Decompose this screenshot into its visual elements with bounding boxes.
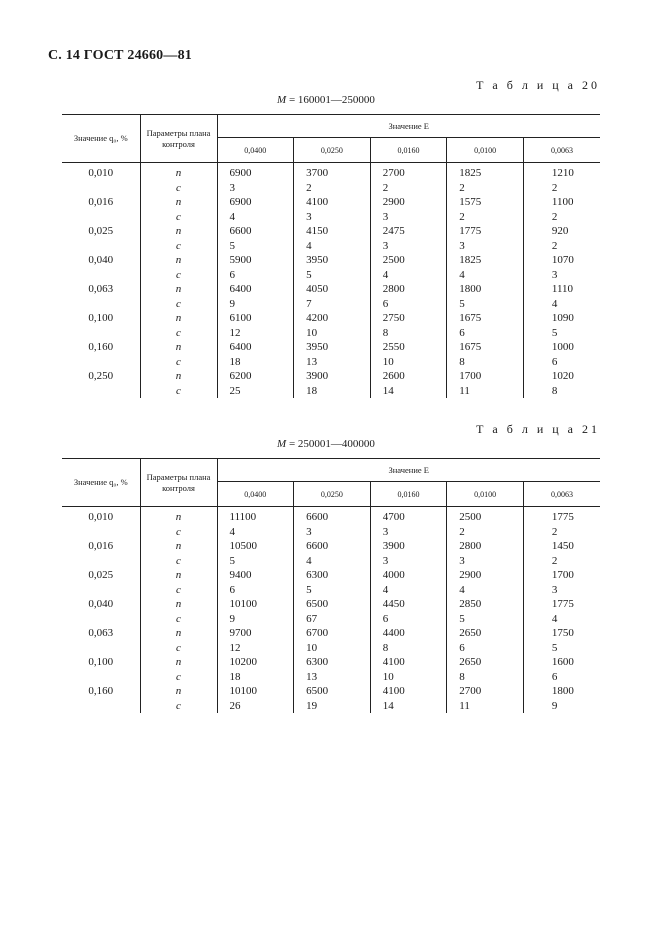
param-cell: n <box>140 539 217 554</box>
value-cell: 2850 <box>447 597 524 612</box>
value-cell: 1700 <box>447 369 524 384</box>
header-e-value: 0,0063 <box>523 138 600 163</box>
header-e-value: 0,0160 <box>370 482 447 507</box>
q0-cell: 0,100 <box>62 655 140 670</box>
q0-cell <box>62 525 140 540</box>
table-body <box>62 507 600 714</box>
header-e-value: 0,0160 <box>370 138 447 163</box>
value-cell: 2 <box>447 210 524 225</box>
value-cell: 5 <box>447 612 524 627</box>
table-caption: Т а б л и ц а 21 <box>476 422 600 436</box>
param-cell: c <box>140 384 217 399</box>
value-cell: 1700 <box>551 569 574 581</box>
value-cell: 4 <box>217 525 294 540</box>
q0-cell <box>62 699 140 714</box>
param-cell: c <box>140 612 217 627</box>
value-cell: 4100 <box>370 655 447 670</box>
value-cell: 3 <box>370 554 447 569</box>
q0-cell: 0,250 <box>62 369 140 384</box>
table-21-block <box>62 422 600 713</box>
param-cell: n <box>140 655 217 670</box>
table-caption: Т а б л и ц а 20 <box>476 78 600 92</box>
table-subtitle <box>62 438 600 454</box>
header-q0: Значение q₀, % <box>62 115 140 163</box>
param-cell: c <box>140 641 217 656</box>
table-row <box>62 684 600 699</box>
value-cell: 5 <box>551 641 558 654</box>
value-cell: 13 <box>294 355 371 370</box>
value-cell: 3 <box>447 239 524 254</box>
table-row <box>62 554 600 569</box>
value-cell: 1775 <box>551 511 574 523</box>
value-cell: 6 <box>217 583 294 598</box>
value-cell: 2800 <box>447 539 524 554</box>
header-e-value: 0,0250 <box>294 138 371 163</box>
subtitle-range: = 250001—400000 <box>286 438 375 450</box>
value-cell: 1750 <box>551 627 574 639</box>
page-header: С. 14 ГОСТ 24660—81 <box>48 48 192 63</box>
param-cell: c <box>140 181 217 196</box>
param-cell: n <box>140 369 217 384</box>
value-cell: 10 <box>370 355 447 370</box>
value-cell: 6 <box>551 670 558 683</box>
value-cell: 1575 <box>447 195 524 210</box>
value-cell: 1110 <box>551 283 574 295</box>
param-cell: c <box>140 554 217 569</box>
table-row <box>62 297 600 312</box>
value-cell: 10 <box>294 326 371 341</box>
q0-cell: 0,160 <box>62 684 140 699</box>
value-cell: 14 <box>370 699 447 714</box>
table-row <box>62 311 600 326</box>
value-cell: 5900 <box>217 253 294 268</box>
value-cell: 4 <box>447 268 524 283</box>
value-cell: 2 <box>551 554 558 567</box>
value-cell: 8 <box>370 641 447 656</box>
value-cell: 3 <box>217 181 294 196</box>
param-cell: n <box>140 684 217 699</box>
q0-cell <box>62 326 140 341</box>
table-row <box>62 253 600 268</box>
value-cell: 6900 <box>217 163 294 181</box>
q0-cell: 0,016 <box>62 539 140 554</box>
value-cell: 2600 <box>370 369 447 384</box>
table-row <box>62 507 600 525</box>
value-cell: 2 <box>447 181 524 196</box>
value-cell: 2700 <box>447 684 524 699</box>
value-cell: 2 <box>551 239 558 252</box>
value-cell: 4400 <box>370 626 447 641</box>
data-table <box>62 114 600 398</box>
param-cell: n <box>140 626 217 641</box>
value-cell: 1020 <box>551 370 574 382</box>
table-row <box>62 268 600 283</box>
value-cell: 3 <box>294 210 371 225</box>
value-cell: 2650 <box>447 655 524 670</box>
value-cell: 8 <box>551 384 558 397</box>
value-cell: 8 <box>447 670 524 685</box>
value-cell: 6600 <box>294 507 371 525</box>
value-cell: 920 <box>551 225 569 237</box>
header-e-value: 0,0100 <box>447 482 524 507</box>
q0-cell: 0,063 <box>62 282 140 297</box>
value-cell: 4100 <box>370 684 447 699</box>
value-cell: 2550 <box>370 340 447 355</box>
header-e-value: 0,0250 <box>294 482 371 507</box>
table-row <box>62 612 600 627</box>
value-cell: 10 <box>294 641 371 656</box>
value-cell: 4200 <box>294 311 371 326</box>
value-cell: 3950 <box>294 340 371 355</box>
q0-cell <box>62 583 140 598</box>
value-cell: 6300 <box>294 655 371 670</box>
value-cell: 3 <box>370 239 447 254</box>
value-cell: 5 <box>217 239 294 254</box>
table-row <box>62 239 600 254</box>
param-cell: n <box>140 311 217 326</box>
data-table <box>62 458 600 713</box>
table-row <box>62 568 600 583</box>
param-cell: c <box>140 326 217 341</box>
value-cell: 5 <box>551 326 558 339</box>
value-cell: 6400 <box>217 340 294 355</box>
table-body <box>62 163 600 399</box>
value-cell: 3 <box>551 268 558 281</box>
value-cell: 6400 <box>217 282 294 297</box>
value-cell: 18 <box>217 670 294 685</box>
value-cell: 4700 <box>370 507 447 525</box>
q0-cell <box>62 554 140 569</box>
value-cell: 1825 <box>447 253 524 268</box>
value-cell: 2 <box>551 181 558 194</box>
value-cell: 5 <box>294 583 371 598</box>
value-cell: 25 <box>217 384 294 399</box>
value-cell: 4 <box>551 297 558 310</box>
table-20-block <box>62 78 600 398</box>
value-cell: 6300 <box>294 568 371 583</box>
value-cell: 3 <box>370 210 447 225</box>
q0-cell <box>62 210 140 225</box>
value-cell: 12 <box>217 641 294 656</box>
table-row <box>62 210 600 225</box>
table-row <box>62 195 600 210</box>
value-cell: 2475 <box>370 224 447 239</box>
value-cell: 2 <box>551 210 558 223</box>
value-cell: 4 <box>294 554 371 569</box>
value-cell: 2 <box>551 525 558 538</box>
header-params: Параметры плана контроля <box>140 459 217 507</box>
value-cell: 1800 <box>551 685 574 697</box>
table-row <box>62 355 600 370</box>
param-cell: n <box>140 340 217 355</box>
param-cell: n <box>140 282 217 297</box>
table-row <box>62 326 600 341</box>
value-cell: 6100 <box>217 311 294 326</box>
value-cell: 1675 <box>447 311 524 326</box>
value-cell: 6600 <box>294 539 371 554</box>
q0-cell <box>62 297 140 312</box>
value-cell: 3 <box>294 525 371 540</box>
q0-cell <box>62 612 140 627</box>
value-cell: 2500 <box>370 253 447 268</box>
value-cell: 4 <box>447 583 524 598</box>
value-cell: 1090 <box>551 312 574 324</box>
q0-cell: 0,016 <box>62 195 140 210</box>
q0-cell: 0,040 <box>62 597 140 612</box>
value-cell: 18 <box>294 384 371 399</box>
param-cell: c <box>140 297 217 312</box>
header-q0: Значение q₀, % <box>62 459 140 507</box>
param-cell: c <box>140 699 217 714</box>
table-row <box>62 340 600 355</box>
value-cell: 4 <box>370 583 447 598</box>
value-cell: 3 <box>447 554 524 569</box>
value-cell: 2750 <box>370 311 447 326</box>
value-cell: 9 <box>217 297 294 312</box>
value-cell: 19 <box>294 699 371 714</box>
value-cell: 6700 <box>294 626 371 641</box>
value-cell: 1775 <box>551 598 574 610</box>
value-cell: 6600 <box>217 224 294 239</box>
value-cell: 6 <box>447 641 524 656</box>
value-cell: 26 <box>217 699 294 714</box>
value-cell: 6500 <box>294 597 371 612</box>
subtitle-range: = 160001—250000 <box>286 94 375 106</box>
table-row <box>62 641 600 656</box>
value-cell: 2650 <box>447 626 524 641</box>
value-cell: 6200 <box>217 369 294 384</box>
value-cell: 2700 <box>370 163 447 181</box>
header-e-group: Значение E <box>217 115 600 138</box>
value-cell: 10 <box>370 670 447 685</box>
value-cell: 3900 <box>370 539 447 554</box>
value-cell: 4100 <box>294 195 371 210</box>
value-cell: 10500 <box>217 539 294 554</box>
table-row <box>62 539 600 554</box>
value-cell: 1825 <box>447 163 524 181</box>
q0-cell <box>62 181 140 196</box>
param-cell: c <box>140 210 217 225</box>
value-cell: 3 <box>370 525 447 540</box>
value-cell: 4 <box>551 612 558 625</box>
table-row <box>62 525 600 540</box>
header-e-value: 0,0400 <box>217 482 294 507</box>
value-cell: 10100 <box>217 684 294 699</box>
value-cell: 5 <box>217 554 294 569</box>
table-row <box>62 224 600 239</box>
header-params: Параметры плана контроля <box>140 115 217 163</box>
param-cell: n <box>140 224 217 239</box>
q0-cell: 0,010 <box>62 163 140 181</box>
value-cell: 2 <box>447 525 524 540</box>
subtitle-variable: M <box>277 438 287 450</box>
value-cell: 7 <box>294 297 371 312</box>
value-cell: 6 <box>551 355 558 368</box>
value-cell: 1775 <box>447 224 524 239</box>
q0-cell: 0,063 <box>62 626 140 641</box>
value-cell: 3900 <box>294 369 371 384</box>
value-cell: 1450 <box>551 540 574 552</box>
value-cell: 11 <box>447 384 524 399</box>
value-cell: 18 <box>217 355 294 370</box>
q0-cell <box>62 641 140 656</box>
q0-cell: 0,025 <box>62 568 140 583</box>
value-cell: 5 <box>294 268 371 283</box>
q0-cell <box>62 670 140 685</box>
value-cell: 9700 <box>217 626 294 641</box>
subtitle-variable: M <box>277 94 287 106</box>
value-cell: 9 <box>551 699 558 712</box>
param-cell: n <box>140 507 217 525</box>
value-cell: 12 <box>217 326 294 341</box>
value-cell: 1800 <box>447 282 524 297</box>
param-cell: c <box>140 670 217 685</box>
value-cell: 6 <box>370 612 447 627</box>
value-cell: 2 <box>370 181 447 196</box>
value-cell: 67 <box>294 612 371 627</box>
q0-cell <box>62 239 140 254</box>
value-cell: 10200 <box>217 655 294 670</box>
table-subtitle <box>62 94 600 110</box>
value-cell: 2500 <box>447 507 524 525</box>
q0-cell <box>62 384 140 399</box>
value-cell: 3 <box>551 583 558 596</box>
value-cell: 2900 <box>447 568 524 583</box>
value-cell: 3950 <box>294 253 371 268</box>
value-cell: 1070 <box>551 254 574 266</box>
value-cell: 8 <box>447 355 524 370</box>
value-cell: 1600 <box>551 656 574 668</box>
value-cell: 6500 <box>294 684 371 699</box>
value-cell: 4450 <box>370 597 447 612</box>
param-cell: c <box>140 239 217 254</box>
value-cell: 4050 <box>294 282 371 297</box>
value-cell: 11100 <box>217 507 294 525</box>
value-cell: 6 <box>370 297 447 312</box>
table-row <box>62 699 600 714</box>
q0-cell: 0,010 <box>62 507 140 525</box>
param-cell: c <box>140 355 217 370</box>
header-e-value: 0,0400 <box>217 138 294 163</box>
value-cell: 1100 <box>551 196 574 208</box>
table-row <box>62 670 600 685</box>
value-cell: 6900 <box>217 195 294 210</box>
value-cell: 5 <box>447 297 524 312</box>
value-cell: 13 <box>294 670 371 685</box>
q0-cell: 0,025 <box>62 224 140 239</box>
q0-cell: 0,160 <box>62 340 140 355</box>
value-cell: 11 <box>447 699 524 714</box>
value-cell: 6 <box>217 268 294 283</box>
param-cell: n <box>140 597 217 612</box>
param-cell: n <box>140 253 217 268</box>
value-cell: 3700 <box>294 163 371 181</box>
q0-cell: 0,040 <box>62 253 140 268</box>
param-cell: n <box>140 163 217 181</box>
value-cell: 4 <box>294 239 371 254</box>
table-row <box>62 369 600 384</box>
param-cell: n <box>140 568 217 583</box>
q0-cell <box>62 268 140 283</box>
table-row <box>62 597 600 612</box>
value-cell: 2800 <box>370 282 447 297</box>
table-row <box>62 583 600 598</box>
table-row <box>62 181 600 196</box>
header-e-value: 0,0063 <box>523 482 600 507</box>
value-cell: 1210 <box>551 167 574 179</box>
value-cell: 9400 <box>217 568 294 583</box>
table-row <box>62 626 600 641</box>
q0-cell <box>62 355 140 370</box>
param-cell: c <box>140 583 217 598</box>
value-cell: 2900 <box>370 195 447 210</box>
header-e-group: Значение E <box>217 459 600 482</box>
table-row <box>62 655 600 670</box>
table-row <box>62 384 600 399</box>
q0-cell: 0,100 <box>62 311 140 326</box>
param-cell: n <box>140 195 217 210</box>
value-cell: 9 <box>217 612 294 627</box>
value-cell: 4150 <box>294 224 371 239</box>
table-row <box>62 282 600 297</box>
value-cell: 14 <box>370 384 447 399</box>
header-e-value: 0,0100 <box>447 138 524 163</box>
value-cell: 8 <box>370 326 447 341</box>
param-cell: c <box>140 268 217 283</box>
value-cell: 4 <box>217 210 294 225</box>
value-cell: 4000 <box>370 568 447 583</box>
param-cell: c <box>140 525 217 540</box>
value-cell: 2 <box>294 181 371 196</box>
table-row <box>62 163 600 181</box>
value-cell: 1000 <box>551 341 574 353</box>
value-cell: 1675 <box>447 340 524 355</box>
value-cell: 4 <box>370 268 447 283</box>
value-cell: 10100 <box>217 597 294 612</box>
value-cell: 6 <box>447 326 524 341</box>
